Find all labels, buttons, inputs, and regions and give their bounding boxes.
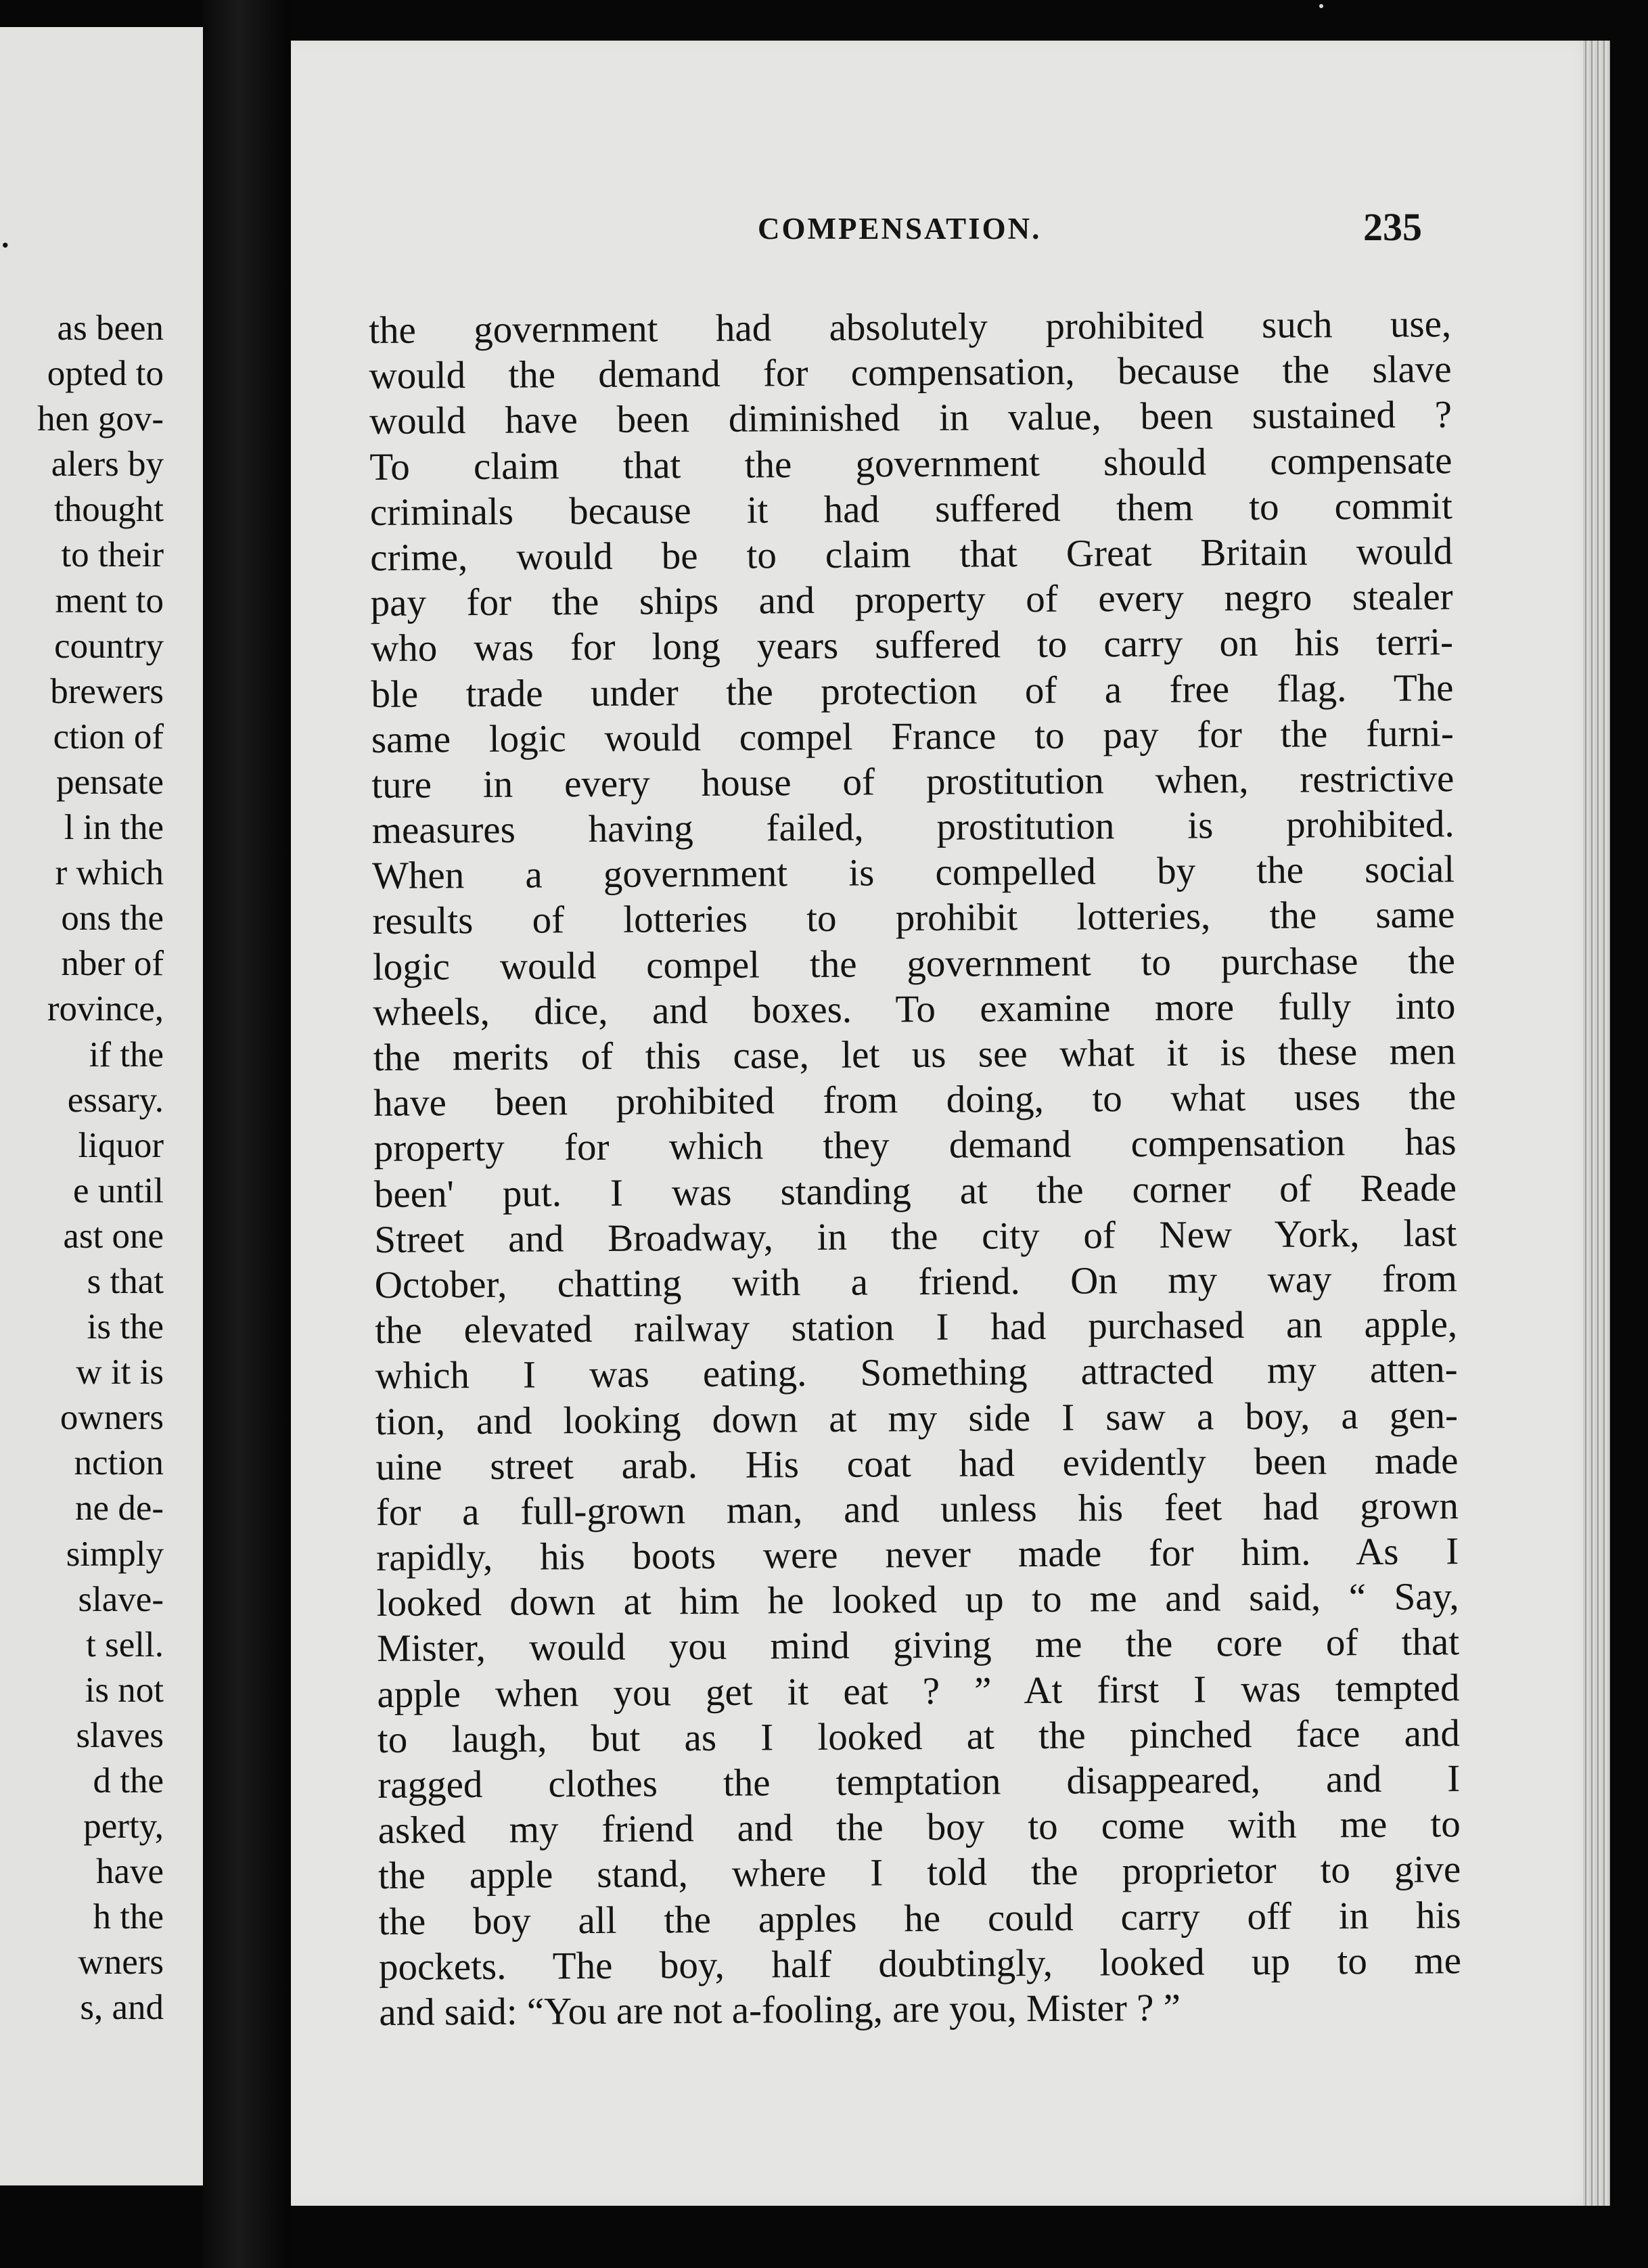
text-line: logic would compel the government to purchase the — [372, 938, 1456, 989]
left-page-line: w it is — [76, 1353, 164, 1392]
text-line: wheels, dice, and boxes. To examine more fully into — [373, 984, 1456, 1034]
left-page-line: essary. — [67, 1080, 164, 1120]
left-page-line: is the — [87, 1307, 164, 1347]
text-line: ragged clothes the temptation disappeared, and I — [377, 1757, 1461, 1807]
text-line: the government had absolutely prohibited such use, — [369, 302, 1452, 352]
left-page-line: ction of — [53, 717, 164, 756]
text-line: criminals because it had suffered them to commit — [369, 484, 1453, 534]
left-page-line: ast one — [63, 1216, 164, 1256]
text-line: To claim that the government should compensate — [369, 438, 1452, 489]
left-page-line: rovince, — [47, 989, 164, 1029]
right-page — [291, 41, 1610, 2206]
text-line: looked down at him he looked up to me and said, “ Say, — [376, 1575, 1459, 1625]
page-number: 235 — [1363, 205, 1422, 249]
left-page-line: alers by — [51, 445, 164, 484]
text-line: apple when you get it eat ? ” At first I was tempted — [377, 1666, 1460, 1716]
running-head — [291, 205, 1597, 265]
text-line: been' put. I was standing at the corner of Reade — [373, 1166, 1457, 1216]
text-line: Mister, would you mind giving me the core of that — [376, 1620, 1460, 1671]
left-page-line: ment to — [55, 581, 164, 620]
left-page-line: hen gov- — [37, 399, 164, 439]
left-page-line: slaves — [76, 1715, 164, 1755]
left-page-line: e until — [73, 1171, 164, 1210]
text-line: ture in every house of prostitution when, restrictive — [371, 757, 1455, 807]
left-page-line: liquor — [78, 1125, 164, 1165]
text-line: tion, and looking down at my side I saw a boy, a gen- — [375, 1393, 1459, 1443]
dust-speck — [1319, 4, 1323, 8]
text-line: measures having failed, prostitution is prohibited. — [371, 802, 1455, 853]
left-page-mark: . — [0, 210, 11, 256]
text-line: uine street arab. His coat had evidently been made — [375, 1438, 1459, 1489]
left-page-line: wners — [78, 1943, 164, 1982]
text-line: the apple stand, where I told the proprietor to give — [377, 1848, 1461, 1898]
text-line: asked my friend and the boy to come with me to — [377, 1802, 1461, 1853]
left-page-line: ne de- — [75, 1489, 164, 1528]
text-line: the boy all the apples he could carry off in his — [378, 1893, 1461, 1943]
left-page-line: nction — [74, 1443, 164, 1483]
text-line: the elevated railway station I had purchased an apple, — [375, 1302, 1458, 1353]
left-page-line: country — [54, 626, 164, 666]
text-line: for a full-grown man, and unless his feet had grown — [375, 1484, 1459, 1534]
text-line: would have been diminished in value, been sustained ? — [369, 393, 1452, 443]
text-line: property for which they demand compensation has — [373, 1120, 1457, 1171]
left-page-line: opted to — [47, 354, 164, 394]
book-gutter — [203, 0, 291, 2268]
text-line: pay for the ships and property of every negro stealer — [370, 575, 1453, 625]
running-title: COMPENSATION. — [758, 212, 1042, 246]
text-line: and said: “You are not a-fooling, are you, Mister ? ” — [379, 1986, 1181, 2034]
left-page-line: s, and — [80, 1988, 164, 2028]
left-page-line: slave- — [78, 1579, 164, 1619]
text-line: would the demand for compensation, because the slave — [369, 348, 1452, 398]
text-line: crime, would be to claim that Great Britain would — [370, 530, 1453, 579]
left-page-line: perty, — [83, 1807, 164, 1846]
text-line: same logic would compel France to pay for the furni- — [371, 711, 1455, 761]
left-page-line: simply — [66, 1534, 164, 1574]
text-line: results of lotteries to prohibit lotteries, the same — [372, 893, 1455, 943]
left-page-line: is not — [85, 1670, 164, 1710]
left-page-line: have — [95, 1852, 164, 1892]
body-text — [369, 301, 1462, 2035]
left-page-line: nber of — [61, 944, 164, 984]
left-page-line: brewers — [50, 671, 164, 711]
left-page-line: l in the — [64, 808, 164, 848]
left-page-line: as been — [57, 309, 164, 348]
text-line: October, chatting with a friend. On my way from — [374, 1257, 1457, 1307]
text-line: When a government is compelled by the social — [371, 848, 1455, 898]
left-page-line: d the — [93, 1761, 164, 1800]
left-page-line: owners — [60, 1398, 164, 1438]
text-line: which I was eating. Something attracted my atten- — [375, 1348, 1458, 1398]
left-page-line: to their — [61, 535, 164, 575]
text-line: rapidly, his boots were never made for him. As I — [376, 1530, 1459, 1580]
left-page-line: r which — [55, 853, 164, 893]
left-page-line: t sell. — [86, 1625, 164, 1664]
left-page-line: pensate — [56, 762, 164, 802]
left-page-line: s that — [87, 1261, 164, 1301]
left-page-line: if the — [89, 1035, 164, 1074]
text-line: ble trade under the protection of a free flag. The — [371, 666, 1454, 716]
left-page-line: h the — [93, 1897, 164, 1937]
left-page-line: ons the — [61, 899, 164, 938]
text-line: have been prohibited from doing, to what uses the — [373, 1075, 1457, 1125]
page-edge — [1583, 41, 1610, 2206]
left-page-text — [37, 306, 164, 2031]
text-line: the merits of this case, let us see what it is these men — [373, 1030, 1456, 1079]
left-page-line: thought — [54, 490, 164, 530]
text-line: Street and Broadway, in the city of New York, last — [374, 1211, 1457, 1261]
text-line: to laugh, but as I looked at the pinched face and — [377, 1711, 1461, 1761]
left-page — [0, 27, 203, 2185]
text-line: who was for long years suffered to carry on his terri- — [370, 620, 1454, 671]
text-line: pockets. The boy, half doubtingly, looked up to me — [378, 1938, 1462, 1989]
